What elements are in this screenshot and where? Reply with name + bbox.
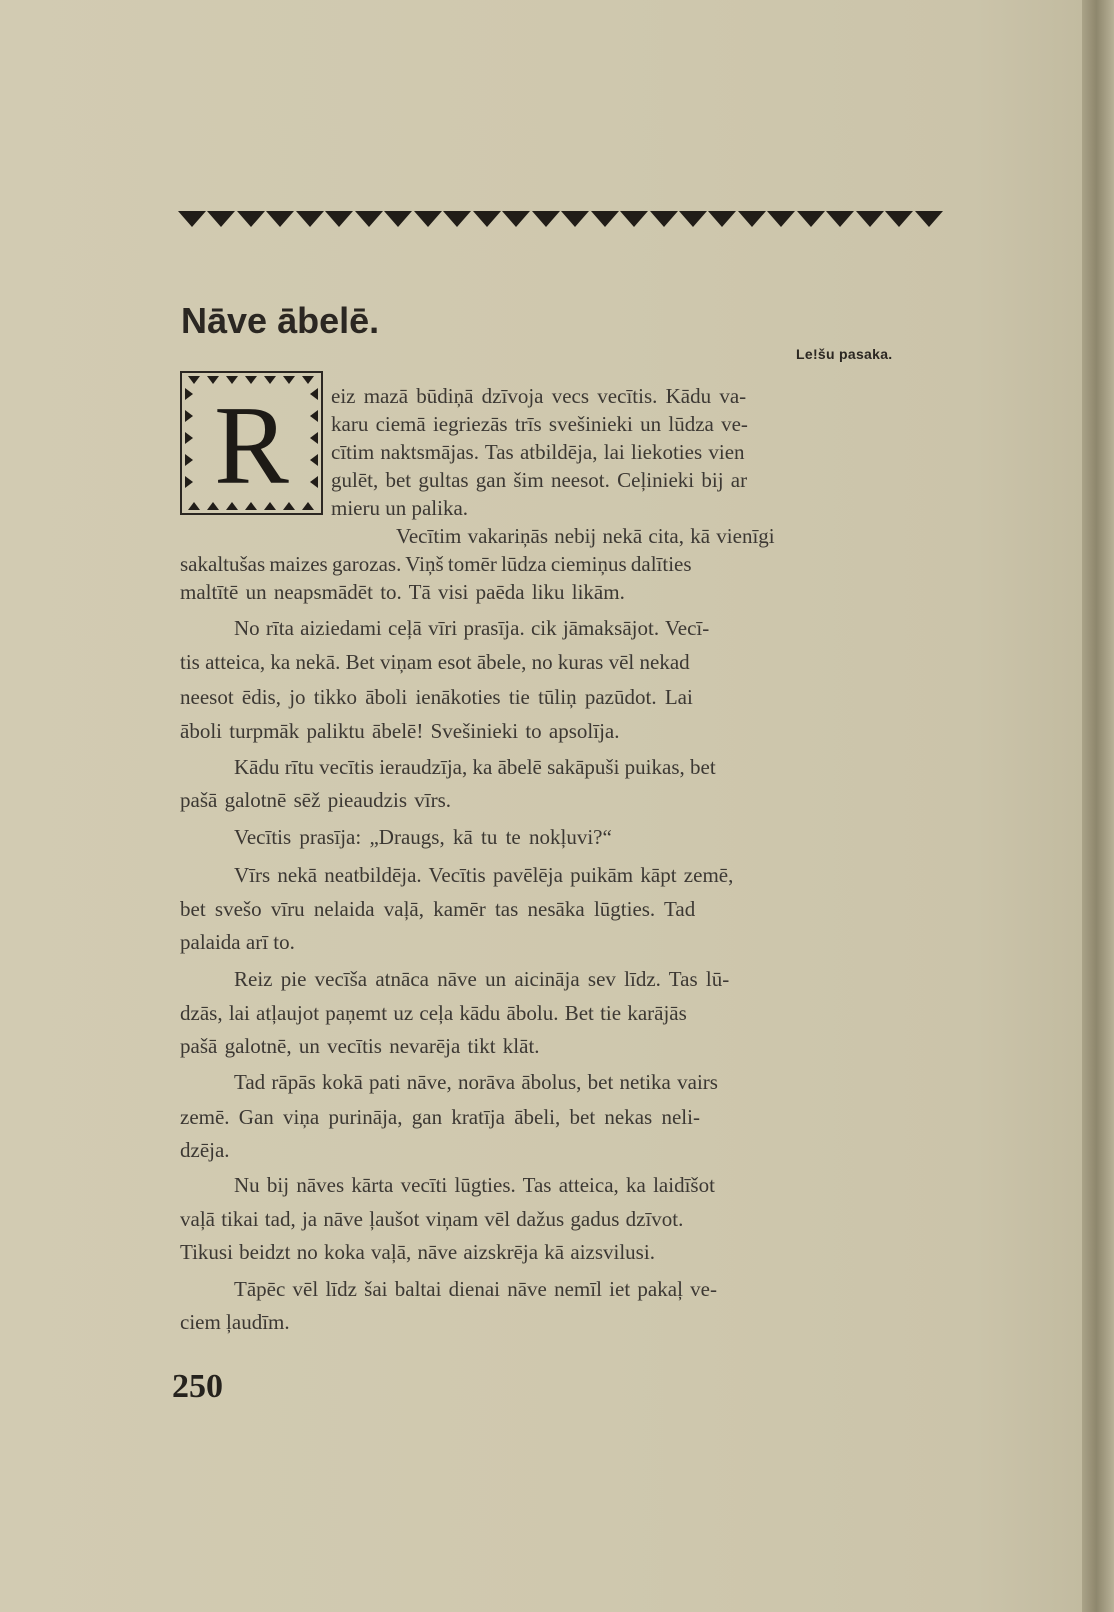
drop-cap-box [180, 371, 323, 515]
text-line: sakaltušas maizes garozas. Viņš tomēr lūdza ciemiņus dalīties [180, 552, 692, 576]
book-spine [1082, 0, 1114, 1612]
text-line: tis atteica, ka nekā. Bet viņam esot ābele, no kuras vēl nekad [180, 650, 690, 674]
text-line: Nu bij nāves kārta vecīti lūgties. Tas atteica, ka laidīšot [234, 1173, 715, 1197]
text-line: gulēt, bet gultas gan šim neesot. Ceļinieki bij ar [331, 468, 748, 492]
text-line: Vīrs nekā neatbildēja. Vecītis pavēlēja puikām kāpt zemē, [234, 863, 734, 887]
text-line: bet svešo vīru nelaida vaļā, kamēr tas nesāka lūgties. Tad [180, 897, 696, 921]
text-line: palaida arī to. [180, 930, 295, 954]
text-line: eiz mazā būdiņā dzīvoja vecs vecītis. Kādu va- [331, 384, 747, 408]
text-line: Tāpēc vēl līdz šai baltai dienai nāve nemīl iet pakaļ ve- [234, 1277, 717, 1301]
text-line: maltītē un neapsmādēt to. Tā visi paēda liku likām. [180, 580, 625, 604]
text-line: Tad rāpās kokā pati nāve, norāva ābolus, bet netika vairs [234, 1070, 718, 1094]
story-title: Nāve ābelē. [181, 300, 380, 341]
text-line: pašā galotnē sēž pieaudzis vīrs. [180, 788, 451, 812]
text-line: āboli turpmāk paliktu ābelē! Svešinieki to apsolīja. [180, 719, 620, 743]
text-line: dzēja. [180, 1138, 230, 1162]
text-line: zemē. Gan viņa purināja, gan kratīja ābeli, bet nekas neli- [180, 1105, 700, 1129]
text-line: ciem ļaudīm. [180, 1310, 290, 1334]
text-line: dzās, lai atļaujot paņemt uz ceļa kādu ābolu. Bet tie karājās [180, 1001, 687, 1025]
text-line: Vecītis prasīja: „Draugs, kā tu te nokļuvi?“ [234, 825, 612, 849]
text-line: Reiz pie vecīša atnāca nāve un aicināja sev līdz. Tas lū- [234, 967, 730, 991]
text-line: No rīta aiziedami ceļā vīri prasīja. cik jāmaksājot. Vecī- [234, 616, 710, 640]
text-line: pašā galotnē, un vecītis nevarēja tikt klāt. [180, 1034, 540, 1058]
text-line: mieru un palika. [331, 496, 469, 520]
drop-cap-letter: R [214, 384, 289, 508]
page-number: 250 [172, 1368, 223, 1405]
text-line: cītim naktsmājas. Tas atbildēja, lai liekoties vien [331, 440, 745, 464]
header-ornament [178, 211, 943, 229]
text-line: vaļā tikai tad, ja nāve ļaušot viņam vēl dažus gadus dzīvot. [180, 1207, 684, 1231]
text-line: karu ciemā iegriezās trīs svešinieki un lūdza ve- [331, 412, 748, 436]
text-line: Tikusi beidzt no koka vaļā, nāve aizskrēja kā aizsvilusi. [180, 1240, 655, 1264]
story-subtitle: Le!šu pasaka. [796, 346, 893, 362]
text-line: Vecītim vakariņās nebij nekā cita, kā vienīgi [396, 524, 775, 548]
text-line: neesot ēdis, jo tikko āboli ienākoties tie tūliņ pazūdot. Lai [180, 685, 693, 709]
text-line: Kādu rītu vecītis ieraudzīja, ka ābelē sakāpuši puikas, bet [234, 755, 716, 779]
